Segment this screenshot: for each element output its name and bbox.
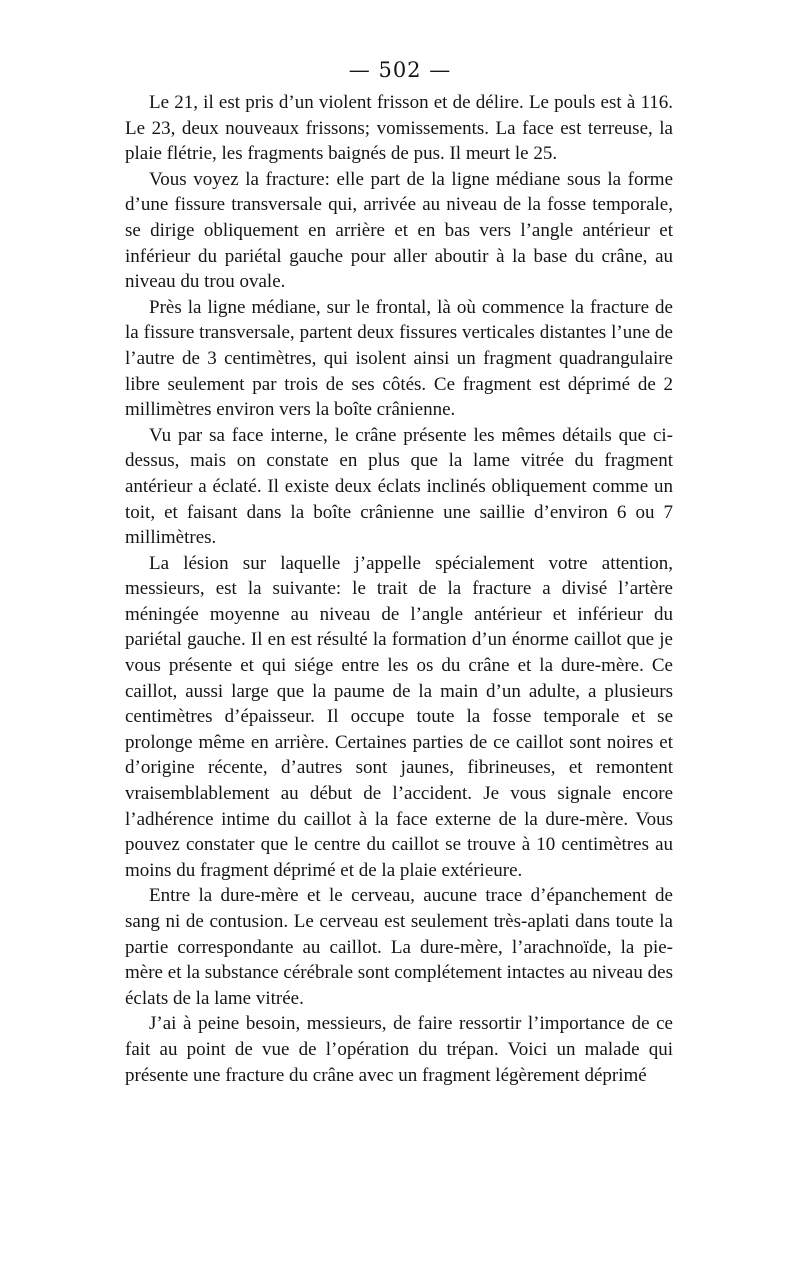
paragraph: La lésion sur laquelle j’appelle spécialement votre attention, messieurs, est la suivante: le trait de la fracture a divisé l’artère méningée moyenne au niveau de l’angle antérieur et inférieur du pariétal gauche. Il en est résulté la formation d’un énorme caillot que je vous présente et qui siége entre les os du crâne et la dure-mère. Ce caillot, aussi large que la paume de la main d’un adulte, a plusieurs centimètres d’épaisseur. Il occupe toute la fosse temporale et se prolonge même en arrière. Certaines parties de ce caillot sont noires et d’origine récente, d’autres sont jaunes, fibrineuses, et remontent vraisemblablement au début de l’accident. Je vous signale encore l’adhérence intime du caillot à la face externe de la dure-mère. Vous pouvez constater que le centre du caillot se trouve à 10 centimètres au moins du fragment déprimé et de la plaie extérieure. [125, 552, 673, 881]
paragraph: Près la ligne médiane, sur le frontal, là où commence la fracture de la fissure transversale, partent deux fissures verticales distantes l’une de l’autre de 3 centimètres, qui isolent ainsi un fragment quadrangulaire libre seulement par trois de ses côtés. Ce fragment est déprimé de 2 millimètres environ vers la boîte crânienne. [125, 296, 673, 421]
paragraph: Le 21, il est pris d’un violent frisson et de délire. Le pouls est à 116. Le 23, deux nouveaux frissons; vomissements. La face est terreuse, la plaie flétrie, les fragments baignés de pus. Il meurt le 25. [125, 92, 673, 165]
paragraph: Vu par sa face interne, le crâne présente les mêmes détails que ci-dessus, mais on constate en plus que la lame vitrée du fragment antérieur a éclaté. Il existe deux éclats inclinés obliquement comme un toit, et faisant dans la boîte crânienne une saillie d’environ 6 ou 7 millimètres. [125, 424, 673, 549]
paragraph: J’ai à peine besoin, messieurs, de faire ressortir l’importance de ce fait au point de vue de l’opération du trépan. Voici un malade qui présente une fracture du crâne avec un fragment légèrement déprimé [125, 1013, 673, 1086]
page-number: — 502 — [348, 58, 452, 82]
paragraph: Entre la dure-mère et le cerveau, aucune trace d’épanchement de sang ni de contusion. Le cerveau est seulement très-aplati dans toute la partie correspondante au caillot. La dure-mère, l’arachnoïde, la pie-mère et la substance cérébrale sont complétement intactes au niveau des éclats de la lame vitrée. [125, 885, 673, 1009]
body-text [125, 90, 673, 1088]
paragraph: Vous voyez la fracture: elle part de la ligne médiane sous la forme d’une fissure transversale qui, arrivée au niveau de la fosse temporale, se dirige obliquement en arrière et en bas vers l’angle antérieur et inférieur du pariétal gauche pour aller aboutir à la base du crâne, au niveau du trou ovale. [125, 168, 673, 293]
